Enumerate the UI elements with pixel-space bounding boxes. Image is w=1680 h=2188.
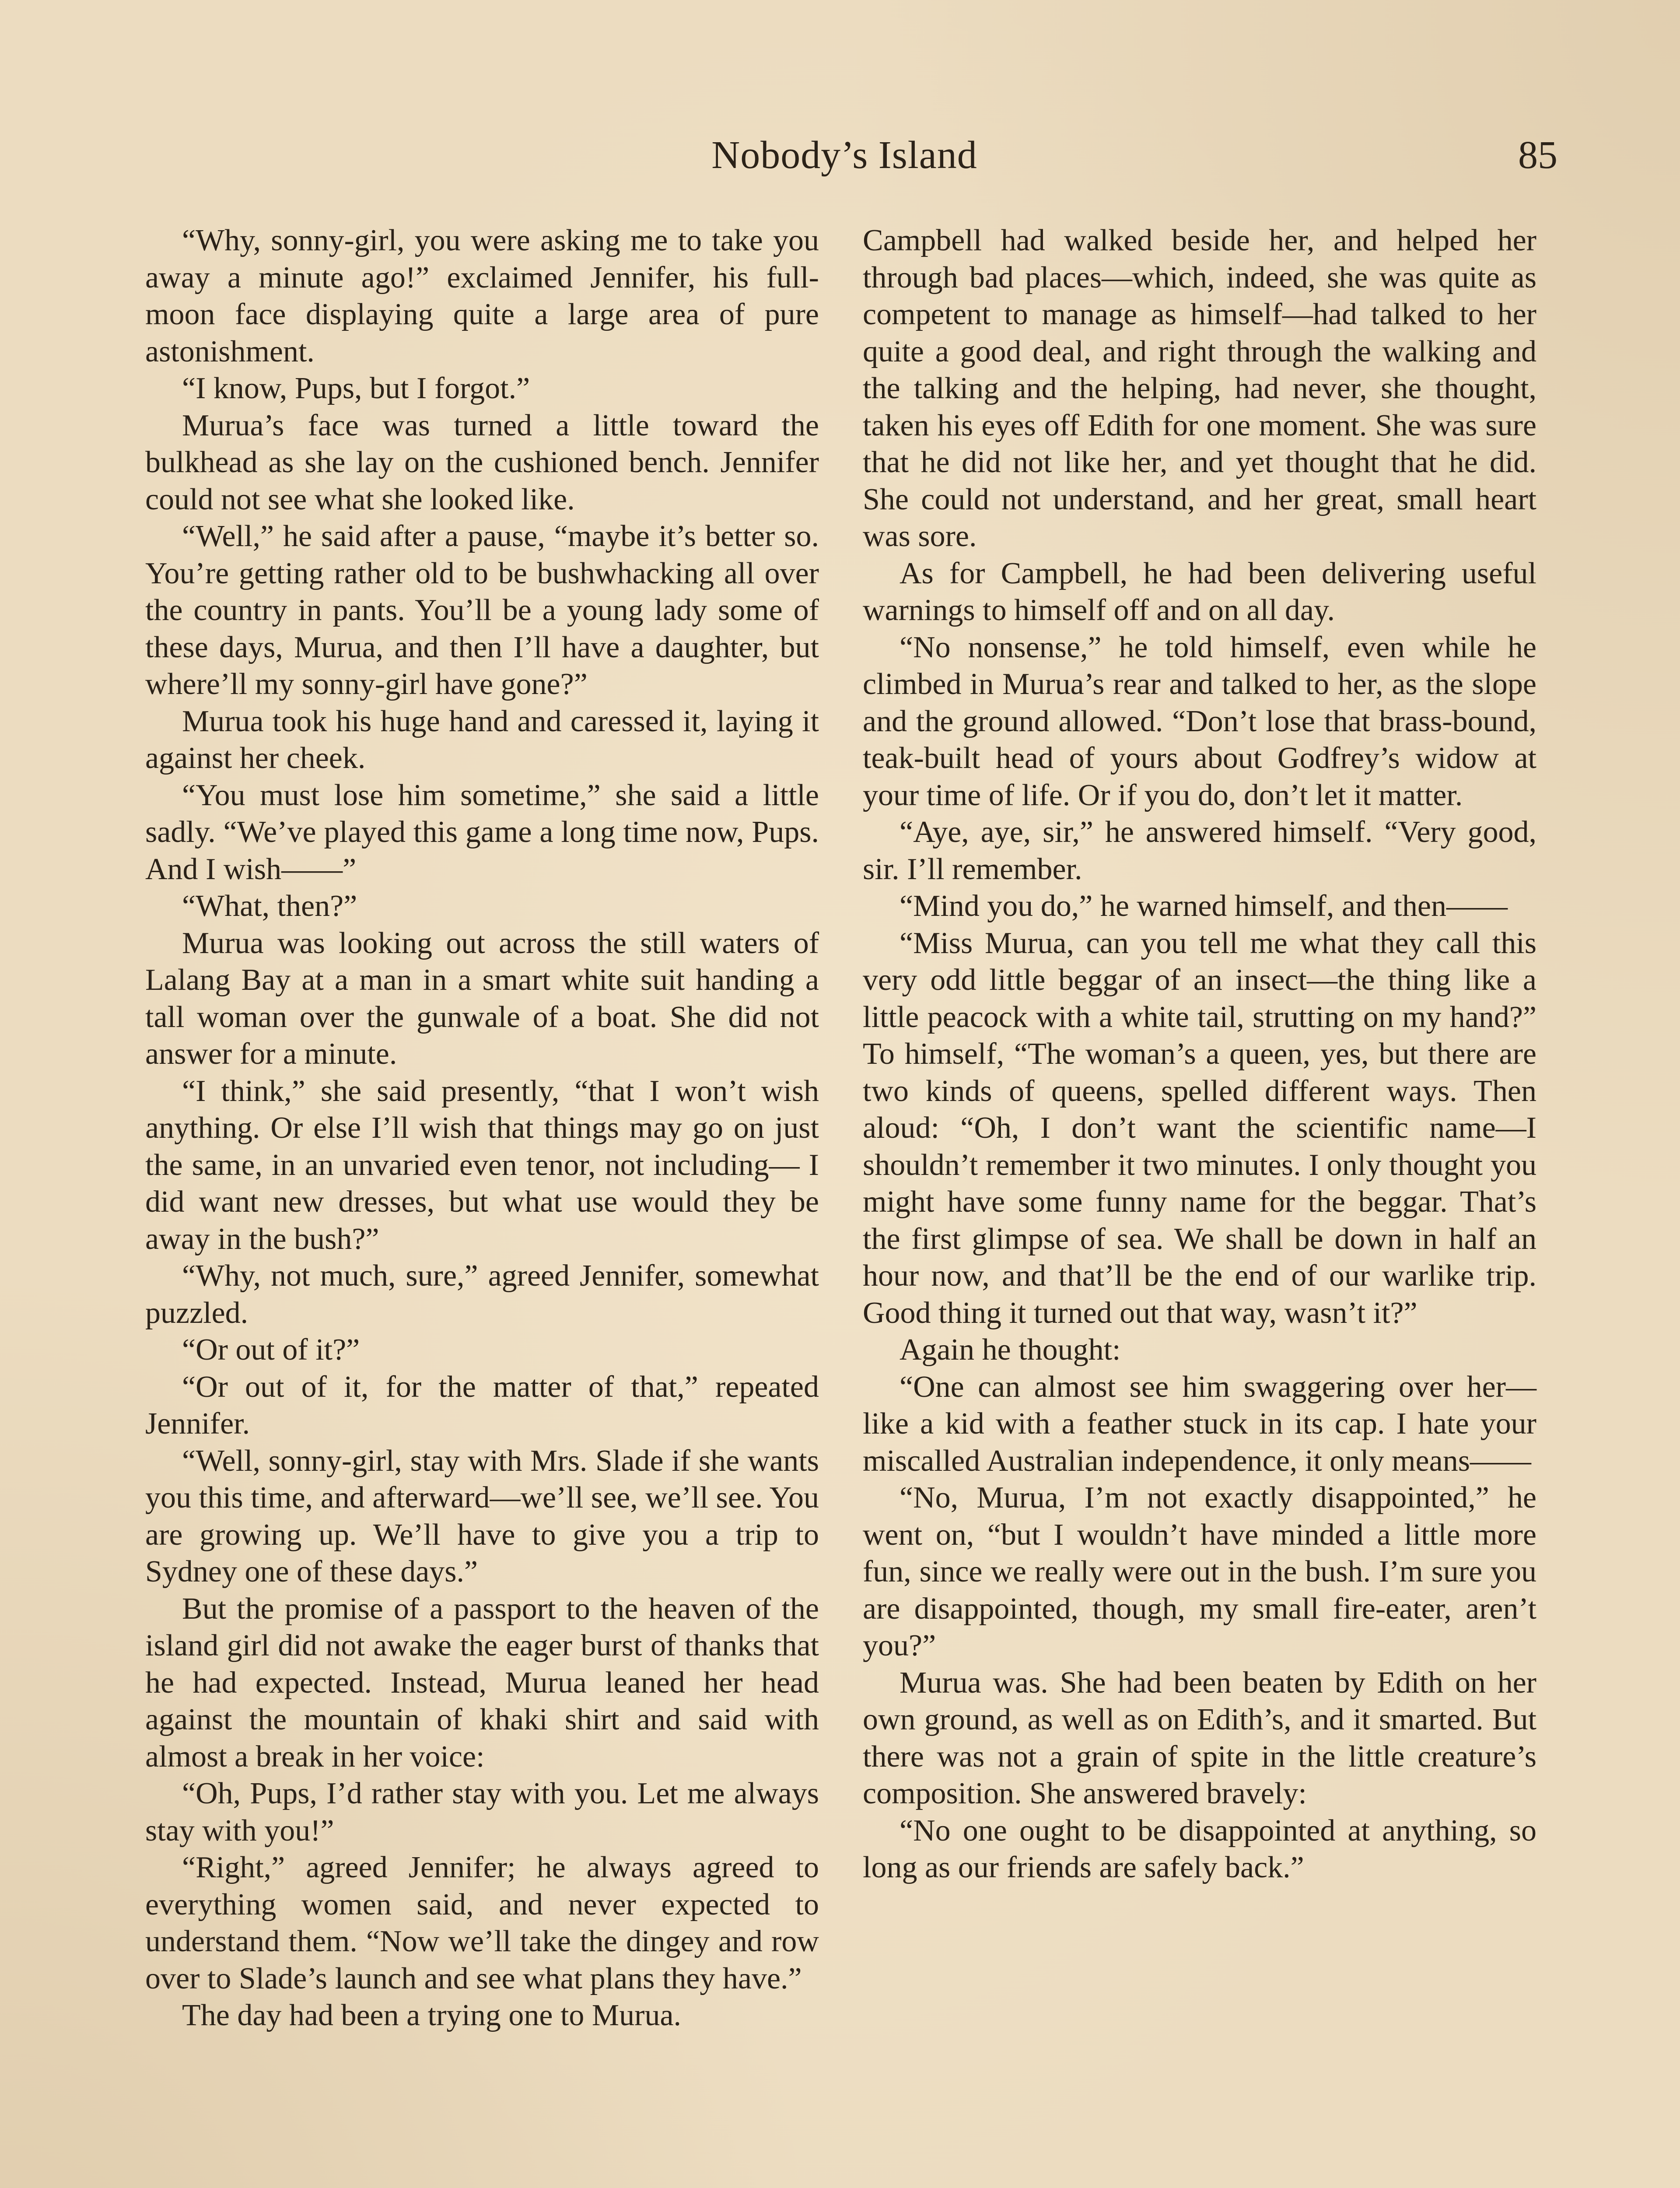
paragraph: “Mind you do,” he warned himself, and then—— bbox=[900, 889, 1508, 923]
paragraph: Murua was looking out across the still waters of Lalang Bay at a man in a smart white suit handing a tall woman over the gunwale of a boat. She did not answer for a minute. bbox=[145, 926, 819, 1071]
paragraph: Murua’s face was turned a little toward the bulkhead as she lay on the cushioned bench. Jennifer could not see what she looked like. bbox=[145, 408, 819, 516]
paragraph: “One can almost see him swaggering over her—like a kid with a feather stuck in its cap. I hate your miscalled Australian independence, it only means—— bbox=[863, 1370, 1536, 1478]
paragraph: “Well, sonny-girl, stay with Mrs. Slade if she wants you this time, and afterward—we’ll see, we’ll see. You are growing up. We’ll have to give you a trip to Sydney one of these days.” bbox=[145, 1444, 819, 1588]
paragraph: “Aye, aye, sir,” he answered himself. “Very good, sir. I’ll remember. bbox=[863, 815, 1536, 886]
paragraph: “Well,” he said after a pause, “maybe it’s better so. You’re getting rather old to be bushwhacking all over the country in pants. You’ll be a young lady some of these days, Murua, and then I’ll have a daughter, but where’ll my sonny-girl have gone?” bbox=[145, 519, 819, 701]
paragraph: Murua took his huge hand and caressed it, laying it against her cheek. bbox=[145, 704, 819, 775]
left-column bbox=[145, 222, 819, 2034]
paragraph: “Oh, Pups, I’d rather stay with you. Let me always stay with you!” bbox=[145, 1777, 819, 1848]
paragraph: “Why, not much, sure,” agreed Jennifer, somewhat puzzled. bbox=[145, 1259, 819, 1330]
paragraph: But the promise of a passport to the heaven of the island girl did not awake the eager burst of thanks that he had expected. Instead, Murua leaned her head against the mountain of khaki shirt and said with almost a break in her voice: bbox=[145, 1592, 819, 1774]
paragraph: “No one ought to be disappointed at anything, so long as our friends are safely back.” bbox=[863, 1813, 1536, 1884]
paragraph: “What, then?” bbox=[182, 889, 357, 923]
paragraph: “Miss Murua, can you tell me what they call this very odd little beggar of an insect—the thing like a little peacock with a white tail, strutting on my hand?” To himself, “The woman’s a queen, yes, but there are two kinds of queens, spelled different ways. Then aloud: “Oh, I don’t want the scientific name—I shouldn’t remember it two minutes. I only thought you might have some funny name for the beggar. That’s the first glimpse of sea. We shall be down in half an hour now, and that’ll be the end of our warlike trip. Good thing it turned out that way, wasn’t it?” bbox=[863, 926, 1536, 1330]
paragraph: “I think,” she said presently, “that I won’t wish anything. Or else I’ll wish that things may go on just the same, in an unvaried even tenor, not including— I did want new dresses, but what use would they be away in the bush?” bbox=[145, 1074, 819, 1256]
paragraph: The day had been a trying one to Murua. bbox=[182, 1999, 682, 2032]
paragraph: Again he thought: bbox=[900, 1333, 1121, 1367]
paragraph: “I know, Pups, but I forgot.” bbox=[182, 372, 530, 405]
paragraph: “Or out of it, for the matter of that,” repeated Jennifer. bbox=[145, 1370, 819, 1441]
paragraph: “Right,” agreed Jennifer; he always agreed to everything women said, and never expected to understand them. “Now we’ll take the dingey and row over to Slade’s launch and see what plans they have.” bbox=[145, 1851, 819, 1995]
paragraph: “No nonsense,” he told himself, even while he climbed in Murua’s rear and talked to her, as the slope and the ground allowed. “Don’t lose that brass-bound, teak-built head of yours about Godfrey’s widow at your time of life. Or if you do, don’t let it matter. bbox=[863, 630, 1536, 812]
continued-paragraph: Campbell had walked beside her, and helped her through bad places—which, indeed, she was quite as competent to manage as himself—had talked to her quite a good deal, and right through the walking and the talking and the helping, had never, she thought, taken his eyes off Edith for one moment. She was sure that he did not like her, and yet thought that he did. She could not understand, and her great, small heart was sore. bbox=[863, 224, 1536, 553]
right-column bbox=[863, 222, 1536, 1886]
paragraph: “Why, sonny-girl, you were asking me to take you away a minute ago!” exclaimed Jennifer, his full-moon face displaying quite a large area of pure astonishment. bbox=[145, 224, 819, 368]
paragraph: “No, Murua, I’m not exactly disappointed,” he went on, “but I wouldn’t have minded a little more fun, since we really were out in the bush. I’m sure you are disappointed, though, my small fire-eater, aren’t you?” bbox=[863, 1481, 1536, 1662]
paragraph: As for Campbell, he had been delivering useful warnings to himself off and on all day. bbox=[863, 556, 1536, 627]
running-title: Nobody’s Island bbox=[711, 133, 977, 177]
paragraph: Murua was. She had been beaten by Edith on her own ground, as well as on Edith’s, and it smarted. But there was not a grain of spite in the little creature’s composition. She answered bravely: bbox=[863, 1666, 1536, 1810]
paragraph: “Or out of it?” bbox=[182, 1333, 360, 1367]
page-number: 85 bbox=[1518, 133, 1558, 177]
paragraph: “You must lose him sometime,” she said a little sadly. “We’ve played this game a long time now, Pups. And I wish——” bbox=[145, 778, 819, 886]
